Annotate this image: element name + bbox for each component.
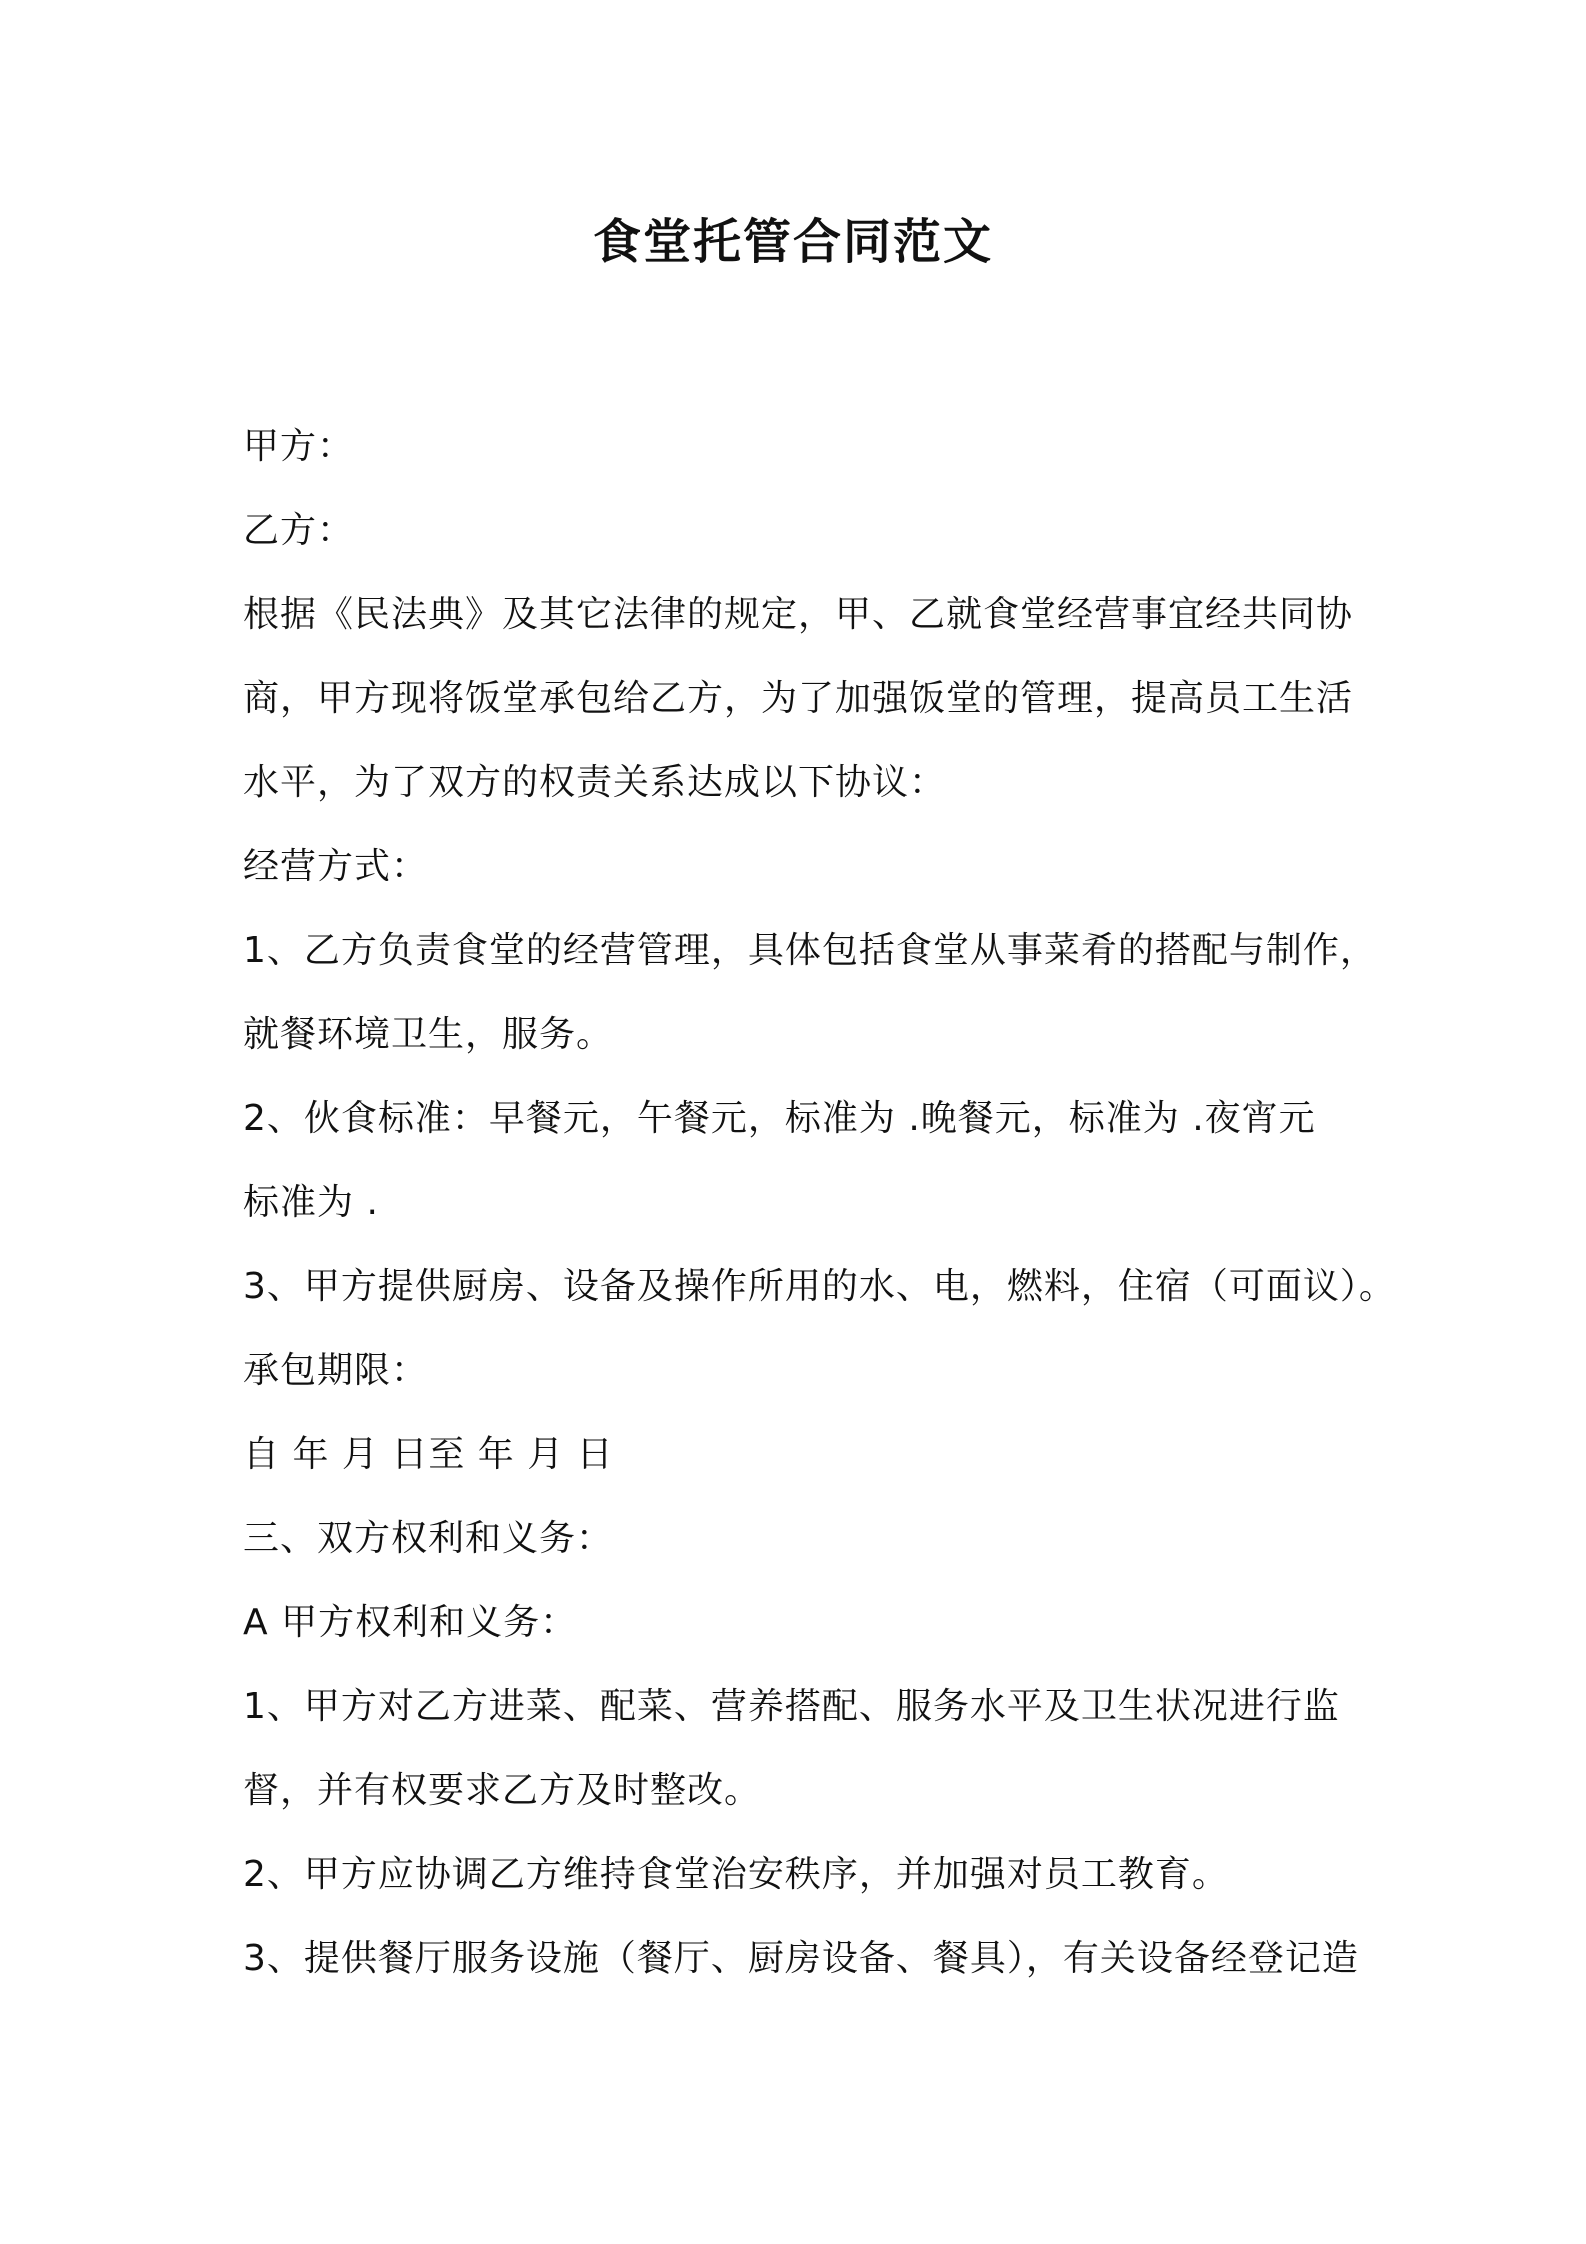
- clause-line: 1、甲方对乙方进菜、配菜、营养搭配、服务水平及卫生状况进行监: [243, 1686, 1340, 1727]
- party-a-line: 甲方：: [243, 426, 355, 467]
- document-title: 食堂托管合同范文: [592, 214, 993, 270]
- clause-line: 2、甲方应协调乙方维持食堂治安秩序，并加强对员工教育。: [243, 1854, 1229, 1895]
- subsection-heading: A 甲方权利和义务：: [243, 1602, 578, 1643]
- paragraph-line: 商，甲方现将饭堂承包给乙方，为了加强饭堂的管理，提高员工生活: [243, 678, 1354, 719]
- clause-line: 1、乙方负责食堂的经营管理，具体包括食堂从事菜肴的搭配与制作，: [243, 930, 1377, 971]
- section-heading: 经营方式：: [243, 846, 429, 887]
- section-heading: 三、双方权利和义务：: [243, 1518, 614, 1559]
- document-body: [243, 405, 1396, 2001]
- paragraph-line: 水平，为了双方的权责关系达成以下协议：: [243, 762, 947, 803]
- clause-line: 标准为 .: [243, 1182, 379, 1223]
- clause-line: 2、伙食标准：早餐元，午餐元，标准为 .晚餐元，标准为 .夜宵元: [243, 1098, 1316, 1139]
- clause-line: 督，并有权要求乙方及时整改。: [243, 1770, 762, 1811]
- paragraph-line: 根据《民法典》及其它法律的规定，甲、乙就食堂经营事宜经共同协: [243, 594, 1354, 635]
- section-heading: 承包期限：: [243, 1350, 429, 1391]
- clause-line: 3、提供餐厅服务设施（餐厅、厨房设备、餐具），有关设备经登记造: [243, 1938, 1359, 1979]
- clause-line: 3、甲方提供厨房、设备及操作所用的水、电，燃料，住宿（可面议）。: [243, 1266, 1396, 1307]
- party-b-line: 乙方：: [243, 510, 355, 551]
- clause-line: 就餐环境卫生，服务。: [243, 1014, 614, 1055]
- term-dates-line: 自 年 月 日至 年 月 日: [243, 1434, 614, 1475]
